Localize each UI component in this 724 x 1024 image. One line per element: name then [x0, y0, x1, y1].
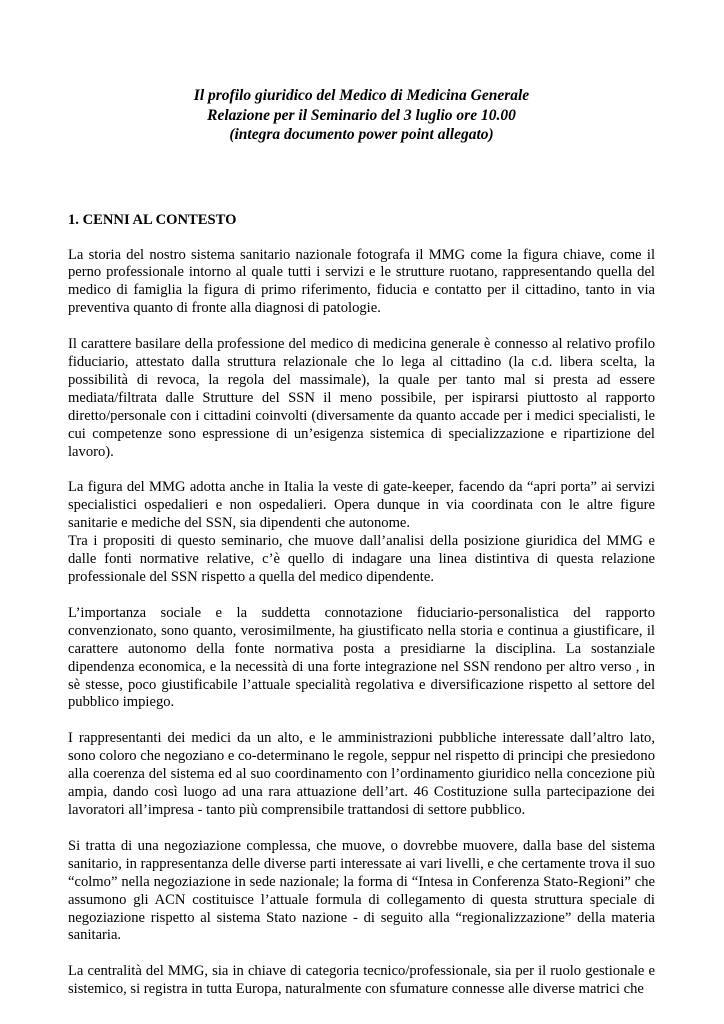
paragraph-3: La figura del MMG adotta anche in Italia la veste di gate-keeper, facendo da “apri porta” ai servizi specialistici ospedalieri e non ospedalieri. Opera dunque in via coordinata con le altre figure sanitarie e mediche del SSN, sia dipendenti che autonome.	[68, 479, 655, 532]
document-title	[68, 86, 655, 145]
paragraph-7: Si tratta di una negoziazione complessa, che muove, o dovrebbe muovere, dalla base del sistema sanitario, in rappresentanza delle diverse parti interessate ai vari livelli, e che certamente trova il suo “colmo” nella negoziazione in sede nazionale; la forma di “Intesa in Conferenza Stato-Regioni” che assumono gli ACN costituisce l’attuale formula di collegamento di questa struttura speciale di negoziazione rispetto al sistema Stato nazione - di seguito alla “regionalizzazione” della materia sanitaria.	[68, 837, 655, 944]
paragraph-5: L’importanza sociale e la suddetta connotazione fiduciario-personalistica del rapporto convenzionato, sono quanto, verosimilmente, ha giustificato nella storia e continua a giustificare, il carattere autonomo della fonte normativa posta a presidiarne la disciplina. La sostanziale dipendenza economica, e la necessità di una forte integrazione nel SSN rendono per altro verso , in sè stesse, poco giustificabile l’attuale specialità regolativa e diversificazione rispetto al settore del pubblico impiego.	[68, 604, 655, 711]
paragraph-8: La centralità del MMG, sia in chiave di categoria tecnico/professionale, sia per il ruolo gestionale e sistemico, si registra in tutta Europa, naturalmente con sfumature connesse alle diverse matrici che	[68, 963, 655, 998]
title-line-2: Relazione per il Seminario del 3 luglio ore 10.00	[207, 106, 516, 124]
document-page	[68, 86, 655, 999]
title-line-1: Il profilo giuridico del Medico di Medicina Generale	[193, 87, 530, 104]
paragraph-4: Tra i propositi di questo seminario, che muove dall’analisi della posizione giuridica del MMG e dalle fonti normative relative, c’è quello di indagare una linea distintiva di questa relazione professionale del SSN rispetto a quella del medico dipendente.	[68, 533, 655, 585]
title-line-3: (integra documento power point allegato)	[229, 126, 494, 143]
paragraph-2: Il carattere basilare della professione del medico di medicina generale è connesso al relativo profilo fiduciario, attestato dalla struttura relazionale che lo lega al cittadino (la c.d. libera scelta, la possibilità di revoca, la regola del massimale), la quale per tanto mal si presta ad essere mediata/filtrata dalle Strutture del SSN il meno possibile, per ispirarsi piuttosto al rapporto diretto/personale con i cittadini coinvolti (diversamente da quanto accade per i medici specialisti, le cui competenze sono espressione di un’esigenza sistemica di specializzazione e ripartizione del lavoro).	[68, 336, 655, 460]
section-heading: 1. CENNI AL CONTESTO	[68, 211, 237, 228]
paragraph-1: La storia del nostro sistema sanitario nazionale fotografa il MMG come la figura chiave, come il perno professionale intorno al quale tutti i servizi e le strutture ruotano, rappresentando quella del medico di famiglia la figura di primo riferimento, fiducia e contatto per il cittadino, tanto in via preventiva quanto di fronte alla diagnosi di patologie.	[68, 246, 655, 317]
paragraph-6: I rappresentanti dei medici da un alto, e le amministrazioni pubbliche interessate dall’altro lato, sono coloro che negoziano e co-determinano le regole, seppur nel rispetto di principi che presiedono alla coerenza del sistema ed al suo coordinamento con l’ordinamento giuridico nella concezione più ampia, dando così luogo ad una rara attuazione dell’art. 46 Costituzione sulla partecipazione dei lavoratori all’impresa - tanto più comprensibile trattandosi di settore pubblico.	[68, 730, 655, 818]
